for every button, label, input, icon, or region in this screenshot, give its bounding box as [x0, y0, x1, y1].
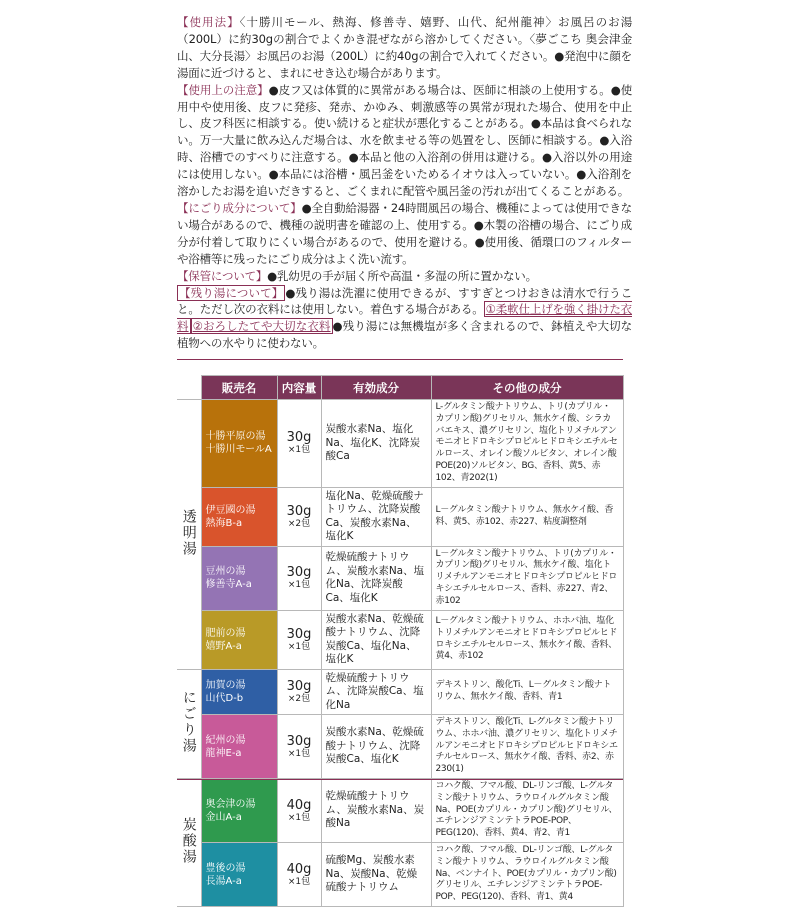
table-row [177, 400, 623, 488]
leftover-text: ●残り湯は洗濯に使用できるが、すすぎとつけおきは清水で行うこと。ただし次の衣料には使用しない。着色する場合がある。 [177, 285, 632, 317]
quantity-value: 40g [286, 797, 312, 813]
product-name-line2: 修善寺A-a [205, 579, 252, 591]
table-row [177, 546, 623, 610]
quantity-value: 30g [286, 733, 312, 749]
instructions-block [177, 14, 632, 352]
product-name-line1: 豊後の湯 [205, 862, 246, 874]
product-name-line2: 山代D-b [205, 692, 244, 704]
pack-count: ×1包 [287, 812, 311, 823]
product-name-line1: 加賀の湯 [205, 679, 246, 691]
active-ingredients-cell: 炭酸水素Na、乾燥硫酸ナトリウム、沈降炭酸Ca、塩化K [321, 715, 431, 779]
other-ingredients-cell: デキストリン、酸化Ti、L－グルタミン酸ナトリウム、無水ケイ酸、香料、青1 [431, 669, 623, 715]
active-ingredients-cell: 硫酸Mg、炭酸水素Na、炭酸Na、乾燥硫酸ナトリウム [321, 843, 431, 907]
category-cell [177, 779, 201, 907]
pack-count: ×1包 [287, 748, 311, 759]
leftover-text-2: ●残り湯には無機塩が多く含まれるので、鉢植えや大切な植物への水やりに使わない。 [177, 319, 632, 351]
table-row [177, 715, 623, 779]
product-name-line2: 嬉野A-a [205, 640, 242, 652]
pack-count: ×1包 [287, 641, 311, 652]
table-row [177, 610, 623, 669]
product-name-line2: 龍神E-a [205, 747, 242, 759]
cloudy-text: ●全自動給湯器・24時間風呂の場合、機種によっては使用できない場合があるので、機種の説明書を確認の上、使用する。●木製の浴槽の場合、にごり成分が付着して取りにくい場合があるので、使用を避ける。●使用後、循環口のフィルターや浴槽等に残ったにごり成分はよく洗い流す。 [177, 200, 632, 266]
product-name-line1: 十勝平原の湯 [205, 431, 266, 443]
usage-heading: 【使用法】 [177, 15, 240, 29]
product-name-line1: 豆州の湯 [205, 566, 246, 578]
quantity-value: 30g [286, 626, 312, 642]
product-name-cell [201, 669, 277, 715]
table-row [177, 843, 623, 907]
storage-paragraph [177, 268, 632, 285]
ingredients-table [177, 375, 624, 907]
active-ingredients-cell: 乾燥硫酸ナトリウム、沈降炭酸Ca、塩化Na [321, 669, 431, 715]
leftover-item-1: ①柔軟仕上げを強く掛けた衣料 [177, 302, 632, 334]
product-name-cell [201, 400, 277, 488]
usage-paragraph [177, 14, 632, 82]
active-ingredients-cell: 乾燥硫酸ナトリウム、炭酸水素Na、炭酸Na [321, 779, 431, 843]
table-header-row [177, 376, 623, 400]
other-ingredients-cell: L－グルタミン酸ナトリウム、ホホバ油、塩化トリメチルアンモニオヒドロキシプロピルヒドロキシエチルセルロース、無水ケイ酸、香料、黄4、赤102 [431, 610, 623, 669]
pack-count: ×1包 [287, 580, 311, 591]
cautions-paragraph [177, 82, 632, 200]
leftover-heading: 【残り湯について】 [179, 285, 284, 300]
product-name-cell [201, 487, 277, 546]
cautions-heading: 【使用上の注意】 [177, 82, 269, 97]
cloudy-heading: 【にごり成分について】 [177, 200, 302, 215]
quantity-cell [277, 779, 321, 843]
quantity-cell [277, 669, 321, 715]
category-label: 炭酸湯 [180, 817, 197, 866]
active-ingredients-cell: 乾燥硫酸ナトリウム、炭酸水素Na、塩化Na、沈降炭酸Ca、塩化K [321, 546, 431, 610]
storage-text: ●乳幼児の手が届く所や高温・多湿の所に置かない。 [267, 268, 537, 283]
quantity-cell [277, 715, 321, 779]
quantity-cell [277, 610, 321, 669]
pack-count: ×1包 [287, 445, 311, 456]
product-name-line2: 長湯A-a [205, 875, 242, 887]
active-ingredients-cell: 塩化Na、乾燥硫酸ナトリウム、沈降炭酸Ca、炭酸水素Na、塩化K [321, 487, 431, 546]
table-row [177, 779, 623, 843]
quantity-value: 30g [286, 678, 312, 694]
product-name-line2: 金山A-a [205, 811, 242, 823]
active-ingredients-cell: 炭酸水素Na、塩化Na、塩化K、沈降炭酸Ca [321, 400, 431, 488]
quantity-value: 30g [286, 430, 312, 446]
other-ingredients-cell: L－グルタミン酸ナトリウム、無水ケイ酸、香料、黄5、赤102、赤227、粘度調整剤 [431, 487, 623, 546]
product-name-cell [201, 843, 277, 907]
header-qty: 内容量 [277, 376, 321, 400]
header-name: 販売名 [201, 376, 277, 400]
category-label: にごり湯 [180, 690, 197, 755]
quantity-value: 30g [286, 565, 312, 581]
other-ingredients-cell: コハク酸、フマル酸、DL-リンゴ酸、L-グルタミン酸ナトリウム、ラウロイルグルタミン酸Na、ベンナイト、POE(カプリル・カプリン酸)グリセリル、エチレンジアミンテトラPOE-POP、PEG(120)、香料、青1、黄4 [431, 843, 623, 907]
product-name-line2: 熱海B-a [205, 517, 243, 529]
other-ingredients-cell: デキストリン、酸化Ti、L-グルタミン酸ナトリウム、ホホバ油、濃グリセリン、塩化トリメチルアンモニオヒドロキシプロピルヒドロキシエチルセルロース、無水ケイ酸、香料、赤2、赤230(1) [431, 715, 623, 779]
quantity-cell [277, 487, 321, 546]
product-name-line2: 十勝川モールA [205, 444, 272, 456]
quantity-value: 40g [286, 861, 312, 877]
header-other: その他の成分 [431, 376, 623, 400]
quantity-cell [277, 546, 321, 610]
other-ingredients-cell: L－グルタミン酸ナトリウム、トリ(カプリル・カプリン酸)グリセリル、無水ケイ酸、塩化トリメチルアンモニオヒドロキシプロピルヒドロキシエチルセルロース、香料、赤227、青2、赤102 [431, 546, 623, 610]
product-name-line1: 奥会津の湯 [205, 798, 256, 810]
leftover-item-2: ②おろしたてや大切な衣料 [192, 319, 331, 334]
other-ingredients-cell: L-グルタミン酸ナトリウム、トリ(カプリル・カプリン酸)グリセリル、無水ケイ酸、シラカバエキス、濃グリセリン、塩化トリメチルアンモニオヒドロキシプロピルヒドロキシエチルセルロース、オレイン酸ソルビタン、オレイン酸POE(20)ソルビタン、BG、香料、黄5、赤102、青202(1) [431, 400, 623, 488]
divider-top [177, 359, 623, 360]
table-row [177, 669, 623, 715]
category-label: 透明湯 [180, 508, 197, 557]
pack-count: ×2包 [287, 518, 311, 529]
cloudy-paragraph [177, 200, 632, 268]
header-active: 有効成分 [321, 376, 431, 400]
table-row [177, 487, 623, 546]
product-name-cell [201, 779, 277, 843]
usage-text: 〈十勝川モール、熱海、修善寺、嬉野、山代、紀州龍神〉お風呂のお湯（200L）に約30gの割合でよくかき混ぜながら溶かしてください。〈夢ごこち 奥会津金山、大分長湯〉お風呂のお湯（200L）に約40gの割合で入れてください。●発泡中に顔を湯面に近づけると、まれにせき込む場合があります。 [177, 15, 632, 80]
storage-heading: 【保管について】 [177, 268, 268, 283]
product-name-line1: 伊豆國の湯 [205, 504, 256, 516]
pack-count: ×1包 [287, 876, 311, 887]
leftover-paragraph [177, 285, 632, 353]
category-cell [177, 400, 201, 670]
product-name-cell [201, 546, 277, 610]
divider-bottom [177, 779, 623, 780]
cautions-text: ●皮フ又は体質的に異常がある場合は、医師に相談の上使用する。●使用中や使用後、皮フに発疹、発赤、かゆみ、刺激感等の異常が現れた場合、使用を中止し、皮フ科医に相談する。使い続けると症状が悪化することがある。●本品は食べられない。万一大量に飲み込んだ場合は、水を飲ませる等の処置をし、医師に相談する。●入浴時、浴槽でのすべりに注意する。●本品と他の入浴剤の併用は避ける。●入浴以外の用途には使用しない。●本品には浴槽・風呂釜をいためるイオウは入っていない。●入浴剤を溶かしたお湯を追いだきすると、ごくまれに配管や風呂釜の汚れが出てくることがある。 [177, 82, 632, 199]
header-blank [177, 376, 201, 400]
product-name-cell [201, 715, 277, 779]
category-cell [177, 669, 201, 778]
active-ingredients-cell: 炭酸水素Na、乾燥硫酸ナトリウム、沈降炭酸Ca、塩化Na、塩化K [321, 610, 431, 669]
pack-count: ×2包 [287, 693, 311, 704]
product-name-line1: 紀州の湯 [205, 734, 246, 746]
product-name-line1: 肥前の湯 [205, 627, 246, 639]
product-name-cell [201, 610, 277, 669]
quantity-value: 30g [286, 503, 312, 519]
quantity-cell [277, 843, 321, 907]
other-ingredients-cell: コハク酸、フマル酸、DL-リンゴ酸、L-グルタミン酸ナトリウム、ラウロイルグルタミン酸Na、POE(カプリル・カプリン酸)グリセリル、エチレンジアミンテトラPOE-POP、PEG(120)、香料、黄4、青2、青1 [431, 779, 623, 843]
quantity-cell [277, 400, 321, 488]
